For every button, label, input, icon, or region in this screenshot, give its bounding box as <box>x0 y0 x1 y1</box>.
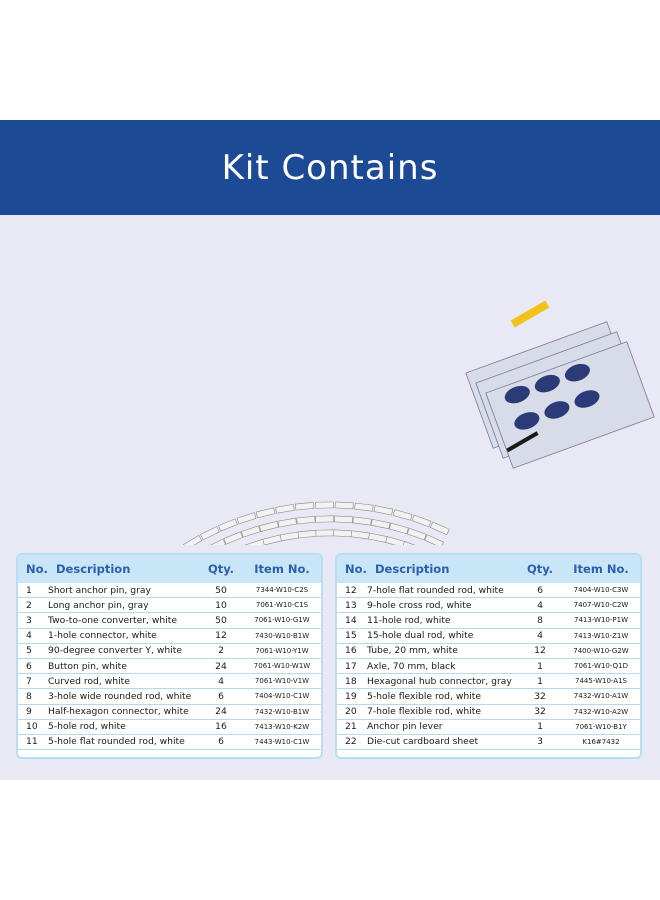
row-item-number: 7061-W10-Q1D <box>573 662 629 671</box>
parts-table-left <box>16 553 323 759</box>
col-item-no-header: Item No. <box>573 562 629 576</box>
row-description: 15-hole dual rod, white <box>367 630 474 642</box>
row-quantity: 6 <box>537 584 543 596</box>
row-item-number: 7445-W10-A1S <box>575 677 627 686</box>
rod-part <box>316 516 334 522</box>
row-item-number: 7407-W10-C2W <box>573 601 629 610</box>
rod-part <box>425 535 444 545</box>
rod-part <box>237 513 256 524</box>
row-description: 11-hole rod, white <box>367 614 451 626</box>
row-item-number: 7061-W10-C1S <box>255 601 309 610</box>
table-row <box>18 613 321 628</box>
parts-table-right <box>335 553 642 759</box>
row-description: Hexagonal hub connector, gray <box>367 675 512 687</box>
rod-part <box>334 530 352 537</box>
rod-part <box>256 508 275 518</box>
table-row <box>18 674 321 689</box>
col-description-header: Description <box>56 562 131 576</box>
row-number: 18 <box>345 675 357 687</box>
row-description: Short anchor pin, gray <box>48 584 151 596</box>
row-description: Axle, 70 mm, black <box>367 660 456 672</box>
rod-part <box>298 530 316 538</box>
rod-part <box>183 535 202 545</box>
table-body <box>18 583 321 750</box>
row-quantity: 1 <box>537 721 543 733</box>
row-quantity: 1 <box>537 675 543 687</box>
row-number: 16 <box>345 645 357 657</box>
row-quantity: 10 <box>215 599 227 611</box>
col-description-header: Description <box>375 562 450 576</box>
row-item-number: 7430-W10-B1W <box>254 631 310 640</box>
row-number: 7 <box>26 675 32 687</box>
rod-part <box>259 521 278 531</box>
rod-part <box>297 516 315 524</box>
row-description: 90-degree converter Y, white <box>48 645 183 657</box>
row-item-number: 7061-W10-G1W <box>254 616 310 625</box>
row-description: 5-hole flat rounded rod, white <box>48 736 185 748</box>
row-quantity: 4 <box>537 630 543 642</box>
table-row <box>18 705 321 720</box>
rod-part <box>278 518 297 527</box>
anchor-pin-lever <box>511 301 550 328</box>
rod-part <box>295 502 313 510</box>
row-item-number: 7061-W10-V1W <box>254 677 310 686</box>
row-number: 20 <box>345 706 357 718</box>
row-quantity: 12 <box>215 630 227 642</box>
kit-parts-illustration <box>0 215 660 545</box>
rod-part <box>368 533 387 542</box>
row-description: 7-hole flat rounded rod, white <box>367 584 504 596</box>
row-number: 10 <box>26 721 38 733</box>
col-no-header: No. <box>345 562 367 576</box>
rod-part <box>402 541 421 545</box>
row-description: Anchor pin lever <box>367 721 443 733</box>
row-item-number: 7432-W10-A1W <box>573 692 629 701</box>
table-row <box>18 659 321 674</box>
rod-part <box>335 502 353 509</box>
table-row <box>18 583 321 598</box>
col-qty-header: Qty. <box>526 562 554 576</box>
row-quantity: 32 <box>534 706 546 718</box>
table-row <box>18 629 321 644</box>
table-row <box>337 583 640 598</box>
row-item-number: 7061-W10-W1W <box>253 662 311 671</box>
row-item-number: K16#7432 <box>582 737 620 746</box>
row-description: 7-hole flexible rod, white <box>367 706 481 718</box>
row-number: 5 <box>26 645 32 657</box>
row-number: 15 <box>345 630 357 642</box>
row-description: 3-hole wide rounded rod, white <box>48 690 192 702</box>
row-description: Half-hexagon connector, white <box>48 706 189 718</box>
row-description: Long anchor pin, gray <box>48 599 149 611</box>
row-quantity: 6 <box>218 736 224 748</box>
row-quantity: 12 <box>534 645 546 657</box>
rod-part <box>246 539 265 545</box>
rod-part <box>412 515 431 527</box>
row-description: 1-hole connector, white <box>48 630 157 642</box>
table-row <box>337 629 640 644</box>
table-row <box>337 613 640 628</box>
row-quantity: 4 <box>218 675 224 687</box>
row-number: 2 <box>26 599 32 611</box>
row-item-number: 7061-W10-Y1W <box>255 646 309 655</box>
row-item-number: 7061-W10-B1Y <box>575 722 627 731</box>
row-description: 5-hole flexible rod, white <box>367 690 481 702</box>
row-item-number: 7404-W10-C1W <box>254 692 310 701</box>
row-quantity: 32 <box>534 690 546 702</box>
row-item-number: 7413-W10-Z1W <box>573 631 629 640</box>
rod-part <box>315 502 333 508</box>
table-row <box>18 720 321 735</box>
row-number: 6 <box>26 660 32 672</box>
table-row <box>18 598 321 613</box>
row-description: Curved rod, white <box>48 675 130 687</box>
row-quantity: 16 <box>215 721 227 733</box>
row-item-number: 7344-W10-C2S <box>255 586 309 595</box>
col-item-no-header: Item No. <box>254 562 310 576</box>
row-number: 17 <box>345 660 357 672</box>
row-quantity: 24 <box>215 660 227 672</box>
row-item-number: 7413-W10-K2W <box>254 722 310 731</box>
row-item-number: 7400-W10-G2W <box>573 646 629 655</box>
content-area <box>0 215 660 780</box>
title-banner <box>0 120 660 215</box>
row-item-number: 7443-W10-C1W <box>254 737 310 746</box>
row-description: Die-cut cardboard sheet <box>367 736 479 748</box>
table-row <box>337 705 640 720</box>
row-number: 11 <box>26 736 38 748</box>
row-quantity: 2 <box>218 645 224 657</box>
row-number: 9 <box>26 706 32 718</box>
row-item-number: 7413-W10-P1W <box>573 616 628 625</box>
rod-part <box>389 523 408 534</box>
rod-part <box>280 532 299 541</box>
page-title: Kit Contains <box>221 147 439 188</box>
rod-part <box>355 503 374 511</box>
rod-part <box>316 530 334 536</box>
rod-part <box>224 532 243 544</box>
table-row <box>18 644 321 659</box>
row-description: Tube, 20 mm, white <box>367 645 458 657</box>
rod-part <box>386 537 405 545</box>
table-row <box>337 720 640 735</box>
rod-part <box>334 516 352 523</box>
row-number: 8 <box>26 690 32 702</box>
table-header <box>18 555 321 583</box>
row-item-number: 7432-W10-B1W <box>254 707 310 716</box>
rod-part <box>276 504 295 513</box>
row-quantity: 6 <box>218 690 224 702</box>
rod-part <box>407 528 426 540</box>
row-quantity: 50 <box>215 584 227 596</box>
row-number: 13 <box>345 599 357 611</box>
row-description: Button pin, white <box>48 660 127 672</box>
rod-part <box>430 522 449 535</box>
rod-part <box>353 517 372 525</box>
row-number: 22 <box>345 736 357 748</box>
table-row <box>337 689 640 704</box>
table-row <box>18 689 321 704</box>
table-row <box>337 735 640 750</box>
rod-part <box>241 526 260 537</box>
rod-part <box>263 535 282 545</box>
row-number: 14 <box>345 614 357 626</box>
rod-part <box>207 539 226 545</box>
row-item-number: 7432-W10-A2W <box>573 707 629 716</box>
row-item-number: 7404-W10-C3W <box>573 586 629 595</box>
col-no-header: No. <box>26 562 48 576</box>
table-row <box>337 644 640 659</box>
rod-part <box>219 519 238 531</box>
row-number: 3 <box>26 614 32 626</box>
table-body <box>337 583 640 750</box>
row-quantity: 50 <box>215 614 227 626</box>
table-row <box>337 674 640 689</box>
row-quantity: 1 <box>537 660 543 672</box>
rod-part <box>351 531 370 539</box>
table-row <box>18 735 321 750</box>
row-description: Two-to-one converter, white <box>48 614 177 626</box>
row-description: 9-hole cross rod, white <box>367 599 472 611</box>
table-row <box>337 598 640 613</box>
rod-part <box>374 506 393 515</box>
row-quantity: 3 <box>537 736 543 748</box>
row-quantity: 4 <box>537 599 543 611</box>
row-quantity: 24 <box>215 706 227 718</box>
row-number: 21 <box>345 721 357 733</box>
row-number: 4 <box>26 630 32 642</box>
col-qty-header: Qty. <box>207 562 235 576</box>
row-quantity: 8 <box>537 614 543 626</box>
table-row <box>337 659 640 674</box>
row-description: 5-hole rod, white <box>48 721 126 733</box>
row-number: 12 <box>345 584 357 596</box>
rod-part <box>393 510 412 521</box>
rod-part <box>371 519 390 528</box>
row-number: 1 <box>26 584 32 596</box>
row-number: 19 <box>345 690 357 702</box>
rod-part <box>201 526 220 539</box>
table-header <box>337 555 640 583</box>
